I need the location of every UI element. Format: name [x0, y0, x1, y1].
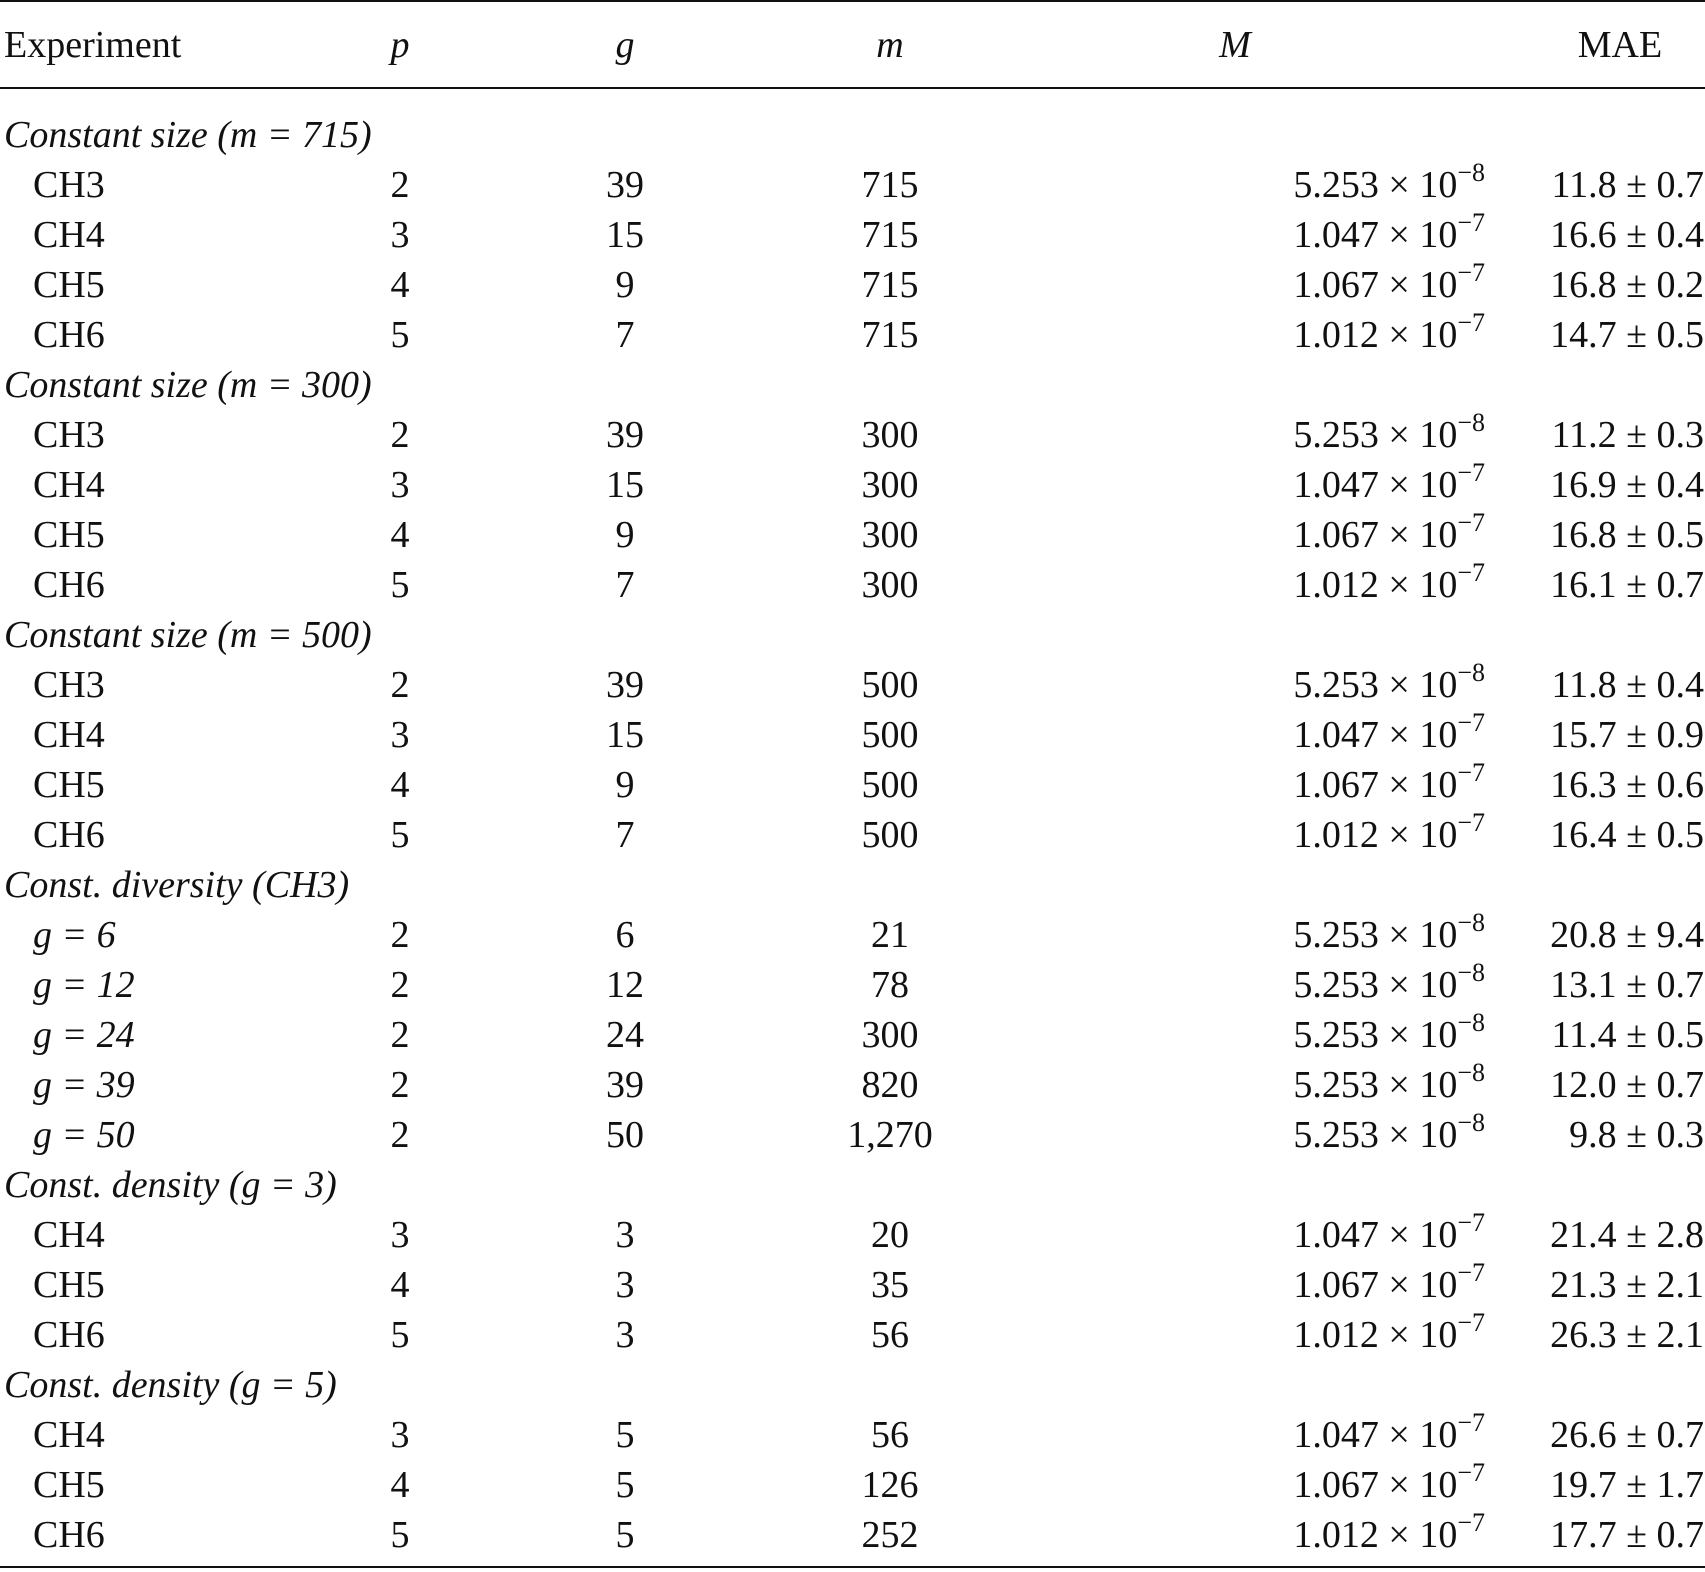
cell-g: 9 — [615, 764, 635, 806]
section-title-parameter: (m = 300) — [217, 364, 372, 406]
cell-m: 715 — [861, 314, 919, 356]
section-header-row — [0, 610, 1705, 660]
cell-p: 2 — [390, 164, 410, 206]
cell-g: 6 — [615, 914, 635, 956]
table-row — [0, 960, 1705, 1010]
cell-p: 3 — [390, 1214, 410, 1256]
cell-p: 2 — [390, 964, 410, 1006]
header-experiment: Experiment — [4, 24, 182, 66]
cell-M-exponent: −8 — [1457, 908, 1485, 937]
section-header-row — [0, 860, 1705, 910]
cell-m: 56 — [871, 1314, 909, 1356]
header-M: M — [1219, 24, 1251, 66]
cell-M-mantissa: 1.067 × 10 — [1293, 1264, 1458, 1306]
cell-g: 39 — [606, 1064, 644, 1106]
table-row — [0, 1460, 1705, 1510]
cell-experiment: g = 24 — [33, 1014, 135, 1056]
table-row — [0, 1210, 1705, 1260]
cell-p: 4 — [390, 264, 410, 306]
cell-M-exponent: −7 — [1457, 1208, 1485, 1237]
cell-m: 126 — [861, 1464, 919, 1506]
table-row — [0, 1010, 1705, 1060]
cell-m: 500 — [861, 764, 919, 806]
cell-p: 4 — [390, 514, 410, 556]
table-row — [0, 1310, 1705, 1360]
cell-g: 5 — [615, 1514, 635, 1556]
cell-M-mantissa: 1.047 × 10 — [1293, 714, 1458, 756]
cell-mae: 19.7 ± 1.7 — [1550, 1464, 1704, 1506]
cell-mae: 11.2 ± 0.3 — [1551, 414, 1704, 456]
cell-g: 50 — [606, 1114, 644, 1156]
cell-M-exponent: −7 — [1457, 708, 1485, 737]
cell-experiment: CH4 — [33, 214, 105, 256]
cell-mae: 11.8 ± 0.7 — [1551, 164, 1704, 206]
cell-experiment: CH5 — [33, 1264, 105, 1306]
cell-M-exponent: −7 — [1457, 1508, 1485, 1537]
cell-g: 9 — [615, 264, 635, 306]
cell-M-mantissa: 1.067 × 10 — [1293, 1464, 1458, 1506]
cell-g: 39 — [606, 164, 644, 206]
table-row — [0, 160, 1705, 210]
cell-p: 5 — [390, 814, 410, 856]
section-title-text: Constant size — [4, 614, 208, 656]
cell-mae: 13.1 ± 0.7 — [1550, 964, 1704, 1006]
cell-p: 2 — [390, 1014, 410, 1056]
cell-mae: 9.8 ± 0.3 — [1569, 1114, 1704, 1156]
table-row — [0, 1410, 1705, 1460]
cell-m: 300 — [861, 464, 919, 506]
cell-g: 15 — [606, 714, 644, 756]
section-title-parameter: (g = 3) — [228, 1164, 337, 1206]
cell-experiment: CH6 — [33, 1314, 105, 1356]
cell-p: 3 — [390, 214, 410, 256]
cell-experiment: CH5 — [33, 264, 105, 306]
cell-g: 15 — [606, 214, 644, 256]
cell-M-exponent: −8 — [1457, 1108, 1485, 1137]
cell-M-mantissa: 1.047 × 10 — [1293, 214, 1458, 256]
cell-g: 3 — [615, 1264, 635, 1306]
cell-mae: 16.6 ± 0.4 — [1550, 214, 1704, 256]
cell-mae: 17.7 ± 0.7 — [1550, 1514, 1704, 1556]
table-row — [0, 1510, 1705, 1560]
section-title — [4, 360, 372, 410]
cell-experiment: CH4 — [33, 1414, 105, 1456]
cell-mae: 16.1 ± 0.7 — [1550, 564, 1704, 606]
cell-m: 252 — [861, 1514, 919, 1556]
cell-p: 4 — [390, 764, 410, 806]
cell-p: 2 — [390, 914, 410, 956]
cell-M-exponent: −7 — [1457, 1408, 1485, 1437]
section-title-text: Const. density — [4, 1364, 220, 1406]
cell-experiment: g = 12 — [33, 964, 135, 1006]
section-title-parameter: (g = 5) — [228, 1364, 337, 1406]
cell-experiment: CH3 — [33, 664, 105, 706]
cell-m: 300 — [861, 514, 919, 556]
cell-g: 9 — [615, 514, 635, 556]
cell-experiment: CH6 — [33, 564, 105, 606]
cell-mae: 16.8 ± 0.2 — [1550, 264, 1704, 306]
cell-M-mantissa: 1.012 × 10 — [1293, 814, 1458, 856]
table-row — [0, 660, 1705, 710]
cell-experiment: CH4 — [33, 464, 105, 506]
cell-experiment: CH5 — [33, 514, 105, 556]
cell-g: 7 — [615, 564, 635, 606]
section-title-text: Constant size — [4, 114, 208, 156]
header-row — [0, 20, 1705, 70]
cell-experiment: CH5 — [33, 1464, 105, 1506]
cell-m: 20 — [871, 1214, 909, 1256]
section-header-row — [0, 110, 1705, 160]
cell-M-mantissa: 5.253 × 10 — [1293, 914, 1458, 956]
cell-experiment: CH3 — [33, 164, 105, 206]
cell-M-mantissa: 1.067 × 10 — [1293, 514, 1458, 556]
cell-experiment: CH4 — [33, 714, 105, 756]
table-row — [0, 1110, 1705, 1160]
cell-M-exponent: −7 — [1457, 258, 1485, 287]
table-row — [0, 810, 1705, 860]
cell-M-mantissa: 1.067 × 10 — [1293, 764, 1458, 806]
cell-g: 15 — [606, 464, 644, 506]
cell-experiment: g = 6 — [33, 914, 116, 956]
cell-m: 500 — [861, 814, 919, 856]
cell-mae: 16.4 ± 0.5 — [1550, 814, 1704, 856]
section-title-parameter: (CH3) — [252, 864, 350, 906]
cell-mae: 14.7 ± 0.5 — [1550, 314, 1704, 356]
cell-M-exponent: −8 — [1457, 958, 1485, 987]
cell-g: 39 — [606, 414, 644, 456]
cell-M-exponent: −8 — [1457, 1058, 1485, 1087]
cell-p: 2 — [390, 1114, 410, 1156]
section-title — [4, 1160, 337, 1210]
section-title-text: Const. density — [4, 1164, 220, 1206]
cell-mae: 16.9 ± 0.4 — [1550, 464, 1704, 506]
cell-m: 300 — [861, 1014, 919, 1056]
cell-p: 3 — [390, 464, 410, 506]
cell-p: 2 — [390, 664, 410, 706]
cell-M-mantissa: 5.253 × 10 — [1293, 1014, 1458, 1056]
cell-M-exponent: −7 — [1457, 208, 1485, 237]
table-row — [0, 710, 1705, 760]
cell-M-mantissa: 1.012 × 10 — [1293, 1314, 1458, 1356]
cell-M-mantissa: 5.253 × 10 — [1293, 964, 1458, 1006]
cell-M-exponent: −7 — [1457, 458, 1485, 487]
cell-g: 3 — [615, 1314, 635, 1356]
cell-mae: 11.4 ± 0.5 — [1551, 1014, 1704, 1056]
cell-experiment: g = 50 — [33, 1114, 135, 1156]
cell-M-exponent: −8 — [1457, 1008, 1485, 1037]
cell-M-mantissa: 1.012 × 10 — [1293, 564, 1458, 606]
cell-M-exponent: −7 — [1457, 558, 1485, 587]
section-title-text: Const. diversity — [4, 864, 243, 906]
table-row — [0, 760, 1705, 810]
cell-m: 1,270 — [847, 1114, 933, 1156]
cell-m: 35 — [871, 1264, 909, 1306]
table-row — [0, 510, 1705, 560]
cell-mae: 16.3 ± 0.6 — [1550, 764, 1704, 806]
cell-m: 715 — [861, 264, 919, 306]
cell-M-exponent: −8 — [1457, 158, 1485, 187]
table-row — [0, 560, 1705, 610]
cell-p: 5 — [390, 1314, 410, 1356]
cell-g: 5 — [615, 1464, 635, 1506]
cell-m: 56 — [871, 1414, 909, 1456]
cell-p: 5 — [390, 1514, 410, 1556]
cell-m: 300 — [861, 564, 919, 606]
section-title-text: Constant size — [4, 364, 208, 406]
table-row — [0, 1260, 1705, 1310]
section-title-parameter: (m = 500) — [217, 614, 372, 656]
table-row — [0, 1060, 1705, 1110]
cell-M-mantissa: 1.012 × 10 — [1293, 1514, 1458, 1556]
cell-M-mantissa: 1.047 × 10 — [1293, 1414, 1458, 1456]
cell-experiment: CH4 — [33, 1214, 105, 1256]
cell-experiment: CH3 — [33, 414, 105, 456]
cell-g: 3 — [615, 1214, 635, 1256]
cell-M-exponent: −7 — [1457, 1258, 1485, 1287]
section-header-row — [0, 1360, 1705, 1410]
cell-mae: 21.4 ± 2.8 — [1550, 1214, 1704, 1256]
section-title-parameter: (m = 715) — [217, 114, 372, 156]
cell-g: 5 — [615, 1414, 635, 1456]
cell-experiment: CH5 — [33, 764, 105, 806]
cell-M-mantissa: 5.253 × 10 — [1293, 164, 1458, 206]
cell-M-mantissa: 1.067 × 10 — [1293, 264, 1458, 306]
cell-mae: 26.3 ± 2.1 — [1550, 1314, 1704, 1356]
cell-mae: 20.8 ± 9.4 — [1550, 914, 1704, 956]
section-header-row — [0, 360, 1705, 410]
table-row — [0, 460, 1705, 510]
cell-M-exponent: −7 — [1457, 1308, 1485, 1337]
table-row — [0, 260, 1705, 310]
cell-mae: 12.0 ± 0.7 — [1550, 1064, 1704, 1106]
cell-experiment: CH6 — [33, 314, 105, 356]
cell-p: 4 — [390, 1464, 410, 1506]
table-row — [0, 210, 1705, 260]
cell-M-exponent: −7 — [1457, 1458, 1485, 1487]
cell-mae: 21.3 ± 2.1 — [1550, 1264, 1704, 1306]
table-bottom-rule — [0, 1566, 1705, 1568]
cell-M-mantissa: 1.012 × 10 — [1293, 314, 1458, 356]
cell-p: 3 — [390, 714, 410, 756]
cell-M-exponent: −7 — [1457, 308, 1485, 337]
table-row — [0, 910, 1705, 960]
cell-g: 12 — [606, 964, 644, 1006]
section-title — [4, 860, 349, 910]
cell-M-mantissa: 1.047 × 10 — [1293, 1214, 1458, 1256]
cell-M-exponent: −8 — [1457, 658, 1485, 687]
cell-m: 500 — [861, 664, 919, 706]
cell-m: 715 — [861, 214, 919, 256]
cell-mae: 11.8 ± 0.4 — [1551, 664, 1704, 706]
cell-m: 300 — [861, 414, 919, 456]
cell-p: 2 — [390, 1064, 410, 1106]
cell-p: 5 — [390, 564, 410, 606]
header-m: m — [876, 24, 904, 66]
header-mae: MAE — [1577, 24, 1663, 66]
cell-mae: 26.6 ± 0.7 — [1550, 1414, 1704, 1456]
cell-m: 500 — [861, 714, 919, 756]
cell-M-exponent: −7 — [1457, 758, 1485, 787]
section-title — [4, 110, 372, 160]
cell-g: 7 — [615, 314, 635, 356]
cell-experiment: g = 39 — [33, 1064, 135, 1106]
cell-g: 7 — [615, 814, 635, 856]
section-header-row — [0, 1160, 1705, 1210]
header-g: g — [615, 24, 635, 66]
cell-m: 21 — [871, 914, 909, 956]
cell-mae: 15.7 ± 0.9 — [1550, 714, 1704, 756]
cell-M-mantissa: 5.253 × 10 — [1293, 664, 1458, 706]
cell-M-mantissa: 1.047 × 10 — [1293, 464, 1458, 506]
section-title — [4, 610, 372, 660]
cell-M-mantissa: 5.253 × 10 — [1293, 414, 1458, 456]
cell-experiment: CH6 — [33, 1514, 105, 1556]
cell-g: 39 — [606, 664, 644, 706]
cell-p: 4 — [390, 1264, 410, 1306]
cell-p: 2 — [390, 414, 410, 456]
cell-M-mantissa: 5.253 × 10 — [1293, 1064, 1458, 1106]
cell-m: 78 — [871, 964, 909, 1006]
cell-g: 24 — [606, 1014, 644, 1056]
cell-p: 3 — [390, 1414, 410, 1456]
header-rule — [0, 87, 1705, 89]
cell-mae: 16.8 ± 0.5 — [1550, 514, 1704, 556]
cell-p: 5 — [390, 314, 410, 356]
cell-M-exponent: −8 — [1457, 408, 1485, 437]
section-title — [4, 1360, 337, 1410]
cell-m: 820 — [861, 1064, 919, 1106]
cell-M-exponent: −7 — [1457, 508, 1485, 537]
table-top-rule — [0, 0, 1705, 2]
table-row — [0, 310, 1705, 360]
cell-m: 715 — [861, 164, 919, 206]
cell-experiment: CH6 — [33, 814, 105, 856]
table-row — [0, 410, 1705, 460]
cell-M-exponent: −7 — [1457, 808, 1485, 837]
cell-M-mantissa: 5.253 × 10 — [1293, 1114, 1458, 1156]
header-p: p — [390, 24, 410, 66]
